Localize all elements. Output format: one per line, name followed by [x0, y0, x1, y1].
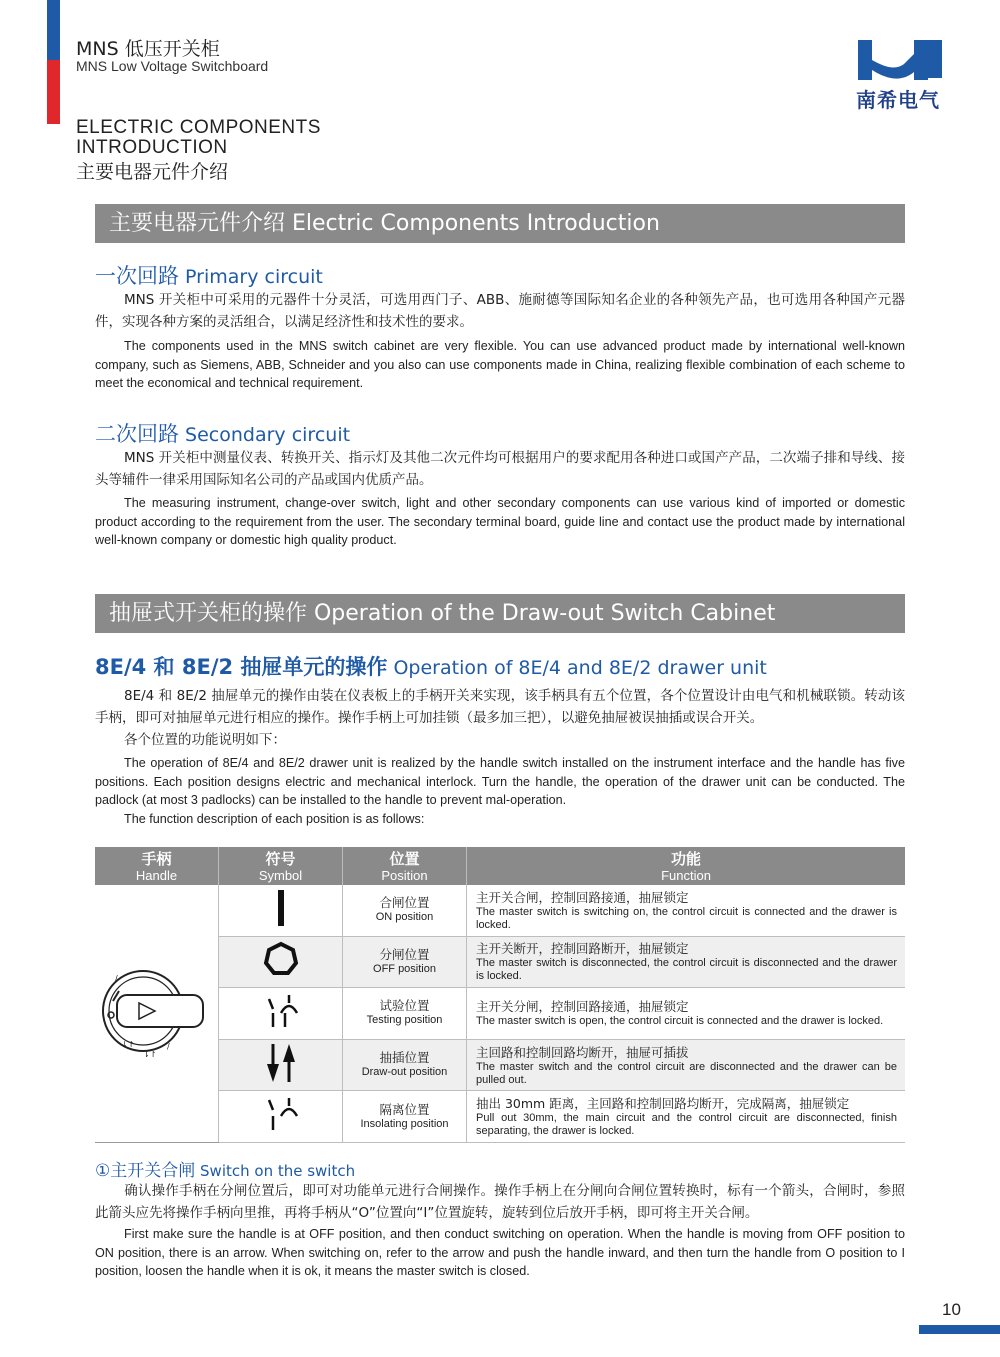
- footer-accent-bar: [919, 1325, 1000, 1334]
- isolating-contacts-icon: [261, 1094, 301, 1134]
- switch-on-body-en: First make sure the handle is at OFF position, and then conduct switching on operation. When the handle is moving from OFF position to ON position, there is an arrow. When switching on, refer to the arrow and push the handle inward, and then turn the handle from O position to I position, loosen the handle when it is ok, it means the master switch is closed.: [95, 1227, 905, 1278]
- primary-circuit-body-cn: MNS 开关柜中可采用的元器件十分灵活，可选用西门子、ABB、施耐德等国际知名企业的各种领先产品，也可选用各种国产元器件，实现各种方案的灵活组合，以满足经济性和技术性的要求。: [95, 292, 905, 330]
- table-row: [95, 885, 905, 936]
- header-accent-blue: [47, 0, 60, 60]
- drawer-unit-body-cn: 8E/4 和 8E/2 抽屉单元的操作由装在仪表板上的手柄开关来实现，该手柄具有五个位置，各个位置设计由电气和机械联锁。转动该手柄，即可对抽屉单元进行相应的操作。操作手柄上可加挂锁（最多加三把），以避免抽屉被误抽插或误合开关。 各个位置的功能说明如下：: [95, 688, 905, 748]
- svg-text:⇂↾: ⇂↾: [121, 1040, 135, 1049]
- drawer-unit-heading-cn: 8E/4 和 8E/2 抽屉单元的操作: [95, 655, 388, 679]
- testing-contacts-icon: [261, 991, 301, 1031]
- primary-circuit-heading: [95, 260, 323, 290]
- drawout-arrows-icon: [261, 1042, 301, 1084]
- position-isolating-cell: 隔离位置 Insolating position: [343, 1091, 467, 1143]
- secondary-circuit-heading: [95, 418, 350, 448]
- header-function: 功能 Function: [467, 847, 906, 885]
- handle-illustration-cell: [95, 885, 219, 1143]
- switch-on-body-cn: 确认操作手柄在分闸位置后，即可对功能单元进行合闸操作。操作手柄上在分闸向合闸位置转换时，标有一个箭头，合闸时，参照此箭头应先将操作手柄向里推，再将手柄从“O”位置向“I”位置旋转，旋转到位后放开手柄，即可将主开关合闸。: [95, 1183, 905, 1221]
- symbol-drawout-cell: [219, 1039, 343, 1091]
- primary-circuit-body-en: The components used in the MNS switch cabinet are very flexible. You can use advanced product made by international well-known company, such as Siemens, ABB, Schneider and you also can use components made in China, realizing flexible combination of each scheme to meet the economical and technical requirement.: [95, 339, 905, 390]
- handle-positions-table: [95, 847, 905, 1143]
- symbol-isolating-cell: [219, 1091, 343, 1143]
- svg-text:/: /: [115, 974, 118, 983]
- function-drawout-cell: 主回路和控制回路均断开，抽屉可插拔 The master switch and the control circuit are disconnected and the drawer can be pulled out.: [467, 1039, 906, 1091]
- switch-on-heading-cn: ①主开关合闸: [95, 1161, 196, 1181]
- drawer-unit-heading: [95, 651, 767, 681]
- secondary-circuit-body-cn: MNS 开关柜中测量仪表、转换开关、指示灯及其他二次元件均可根据用户的要求配用各种进口或国产产品，二次端子排和导线、接头等辅件一律采用国际知名公司的产品或国内优质产品。: [95, 450, 905, 488]
- section-bar-operation: 抽屉式开关柜的操作 Operation of the Draw-out Switch Cabinet: [95, 594, 905, 633]
- rotary-handle-icon: [95, 885, 218, 1137]
- drawer-unit-body-en: The operation of 8E/4 and 8E/2 drawer unit is realized by the handle switch installed on the instrument interface and the handle has five positions. Each position designs electric and mechanical interlock. Turn the handle, the operation of the drawer unit can be conducted. The padlock (at most 3 padlocks) can be installed to the handle to prevent mal-operation. The function description of each position is as follows:: [95, 756, 905, 826]
- position-testing-cell: 试验位置 Testing position: [343, 988, 467, 1040]
- header-handle: 手柄 Handle: [95, 847, 219, 885]
- primary-circuit-heading-en: Primary circuit: [185, 266, 323, 288]
- intro-heading-cn: 主要电器元件介绍: [76, 161, 229, 183]
- intro-heading-en: [76, 118, 321, 158]
- page-number: 10: [942, 1300, 961, 1319]
- secondary-circuit-heading-cn: 二次回路: [95, 422, 179, 446]
- doc-title-cn: MNS 低压开关柜: [76, 38, 220, 60]
- symbol-off-cell: [219, 936, 343, 988]
- function-off-cell: 主开关断开，控制回路断开，抽屉锁定 The master switch is disconnected, the control circuit is disconnected and the drawer is locked.: [467, 936, 906, 988]
- doc-title-en: MNS Low Voltage Switchboard: [76, 58, 269, 74]
- symbol-on-cell: [219, 885, 343, 936]
- section-bar-components: 主要电器元件介绍 Electric Components Introduction: [95, 204, 905, 243]
- intro-heading-line2: INTRODUCTION: [76, 137, 228, 158]
- table-header-row: [95, 847, 905, 885]
- switch-on-heading-en: Switch on the switch: [200, 1162, 356, 1180]
- position-drawout-cell: 抽插位置 Draw-out position: [343, 1039, 467, 1091]
- function-testing-cell: 主开关分闸，控制回路接通，抽屉锁定 The master switch is open, the control circuit is connected and the drawer is locked.: [467, 988, 906, 1040]
- function-on-cell: 主开关合闸，控制回路接通，抽屉锁定 The master switch is switching on, the control circuit is connected and the drawer is locked.: [467, 885, 906, 936]
- primary-circuit-heading-cn: 一次回路: [95, 264, 179, 288]
- position-off-cell: 分闸位置 OFF position: [343, 936, 467, 988]
- on-bar-icon: [271, 888, 291, 928]
- function-isolating-cell: 抽出 30mm 距离，主回路和控制回路均断开，完成隔离，抽屉锁定 Pull out 30mm, the main circuit and the control circuit are disconnected, finish separating, the drawer is locked.: [467, 1091, 906, 1143]
- header-symbol: 符号 Symbol: [219, 847, 343, 885]
- switch-on-heading: [95, 1156, 355, 1181]
- svg-text:⇂↾: ⇂↾: [143, 1050, 157, 1059]
- drawer-unit-heading-en: Operation of 8E/4 and 8E/2 drawer unit: [393, 657, 767, 679]
- position-on-cell: 合闸位置 ON position: [343, 885, 467, 936]
- header-accent-red: [47, 60, 60, 124]
- header-position: 位置 Position: [343, 847, 467, 885]
- intro-heading-line1: ELECTRIC COMPONENTS: [76, 117, 321, 138]
- symbol-testing-cell: [219, 988, 343, 1040]
- secondary-circuit-heading-en: Secondary circuit: [185, 424, 351, 446]
- brand-logo-text: 南希电气: [856, 88, 940, 112]
- secondary-circuit-body-en: The measuring instrument, change-over switch, light and other secondary components can use various kind of imported or domestic product according to the requirement from the user. The secondary terminal board, guide line and contact use the product made by international well-known company or domestic high quality product.: [95, 496, 905, 547]
- svg-text:/: /: [167, 1042, 170, 1051]
- off-circle-icon: [263, 941, 299, 977]
